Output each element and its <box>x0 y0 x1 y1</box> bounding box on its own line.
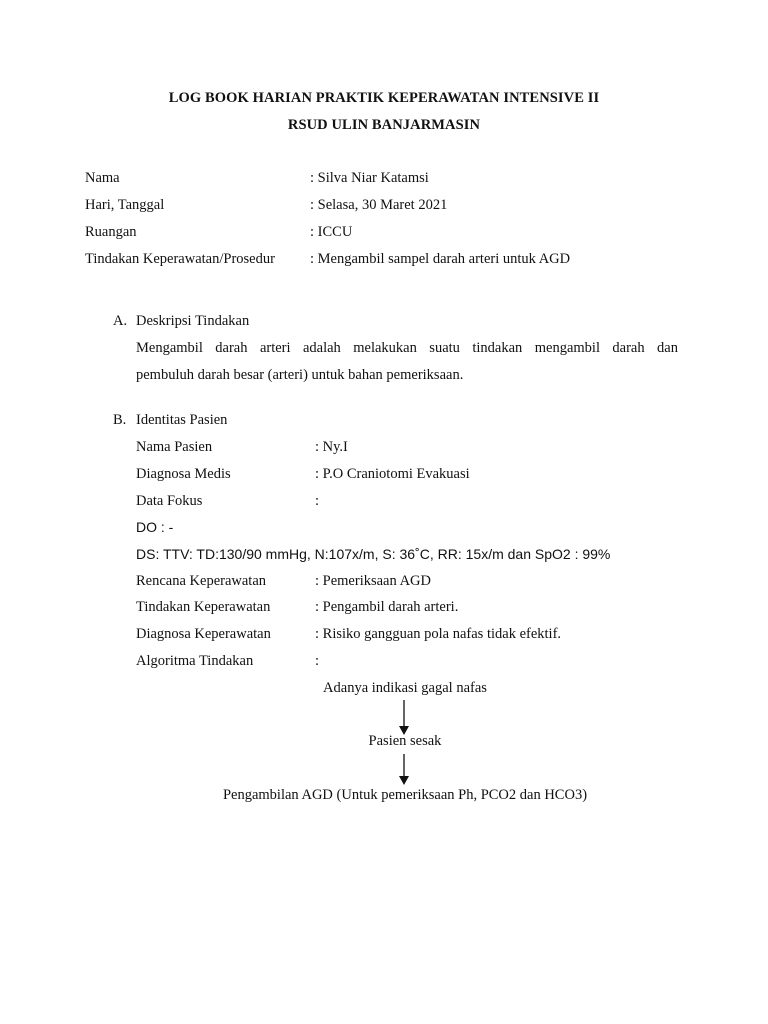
section-a-description-line2: pembuluh darah besar (arteri) untuk bahan pemeriksaan. <box>136 367 464 383</box>
patient-value-diagnosa-keperawatan: : Risiko gangguan pola nafas tidak efektif. <box>315 626 562 642</box>
data-subjektif: DS: TTV: TD:130/90 mmHg, N:107x/m, S: 36˚C, RR: 15x/m dan SpO2 : 99% <box>136 546 611 562</box>
patient-label-algoritma: Algoritma Tindakan <box>136 653 254 669</box>
info-label-ruangan: Ruangan <box>85 224 137 240</box>
patient-label-data-fokus: Data Fokus <box>136 493 203 509</box>
flow-arrow-down-icon <box>396 700 412 736</box>
data-objektif: DO : - <box>136 519 174 535</box>
patient-value-algoritma: : <box>315 653 320 669</box>
section-a-heading: Deskripsi Tindakan <box>136 313 250 329</box>
flow-arrow-down-icon <box>396 754 412 786</box>
section-b-heading: Identitas Pasien <box>136 412 228 428</box>
section-b-marker: B. <box>113 412 127 428</box>
patient-value-tindakan: : Pengambil darah arteri. <box>315 599 459 615</box>
info-label-tindakan: Tindakan Keperawatan/Prosedur <box>85 251 275 267</box>
info-label-nama: Nama <box>85 170 120 186</box>
patient-value-diagnosa-medis: : P.O Craniotomi Evakuasi <box>315 466 470 482</box>
section-a-marker: A. <box>113 313 128 329</box>
patient-value-rencana: : Pemeriksaan AGD <box>315 573 431 589</box>
info-value-nama: : Silva Niar Katamsi <box>310 170 429 186</box>
patient-label-rencana: Rencana Keperawatan <box>136 573 267 589</box>
info-value-tindakan: : Mengambil sampel darah arteri untuk AGD <box>310 251 571 267</box>
patient-label-nama: Nama Pasien <box>136 439 213 455</box>
flow-step-pengambilan-agd: Pengambilan AGD (Untuk pemeriksaan Ph, PCO2 dan HCO3) <box>222 787 588 803</box>
patient-label-diagnosa-medis: Diagnosa Medis <box>136 466 231 482</box>
flow-step-indikasi: Adanya indikasi gagal nafas <box>323 680 487 696</box>
info-value-ruangan: : ICCU <box>310 224 353 240</box>
info-value-hari-tanggal: : Selasa, 30 Maret 2021 <box>310 197 448 213</box>
flow-step-pasien-sesak: Pasien sesak <box>368 733 442 749</box>
patient-value-nama: : Ny.I <box>315 439 348 455</box>
patient-label-diagnosa-keperawatan: Diagnosa Keperawatan <box>136 626 271 642</box>
patient-label-tindakan: Tindakan Keperawatan <box>136 599 271 615</box>
document-title: LOG BOOK HARIAN PRAKTIK KEPERAWATAN INTENSIVE II <box>168 90 600 106</box>
info-label-hari-tanggal: Hari, Tanggal <box>85 197 165 213</box>
patient-value-data-fokus: : <box>315 493 320 509</box>
section-a-description-line1: Mengambil darah arteri adalah melakukan suatu tindakan mengambil darah dan <box>136 340 678 356</box>
document-subtitle: RSUD ULIN BANJARMASIN <box>287 117 481 133</box>
